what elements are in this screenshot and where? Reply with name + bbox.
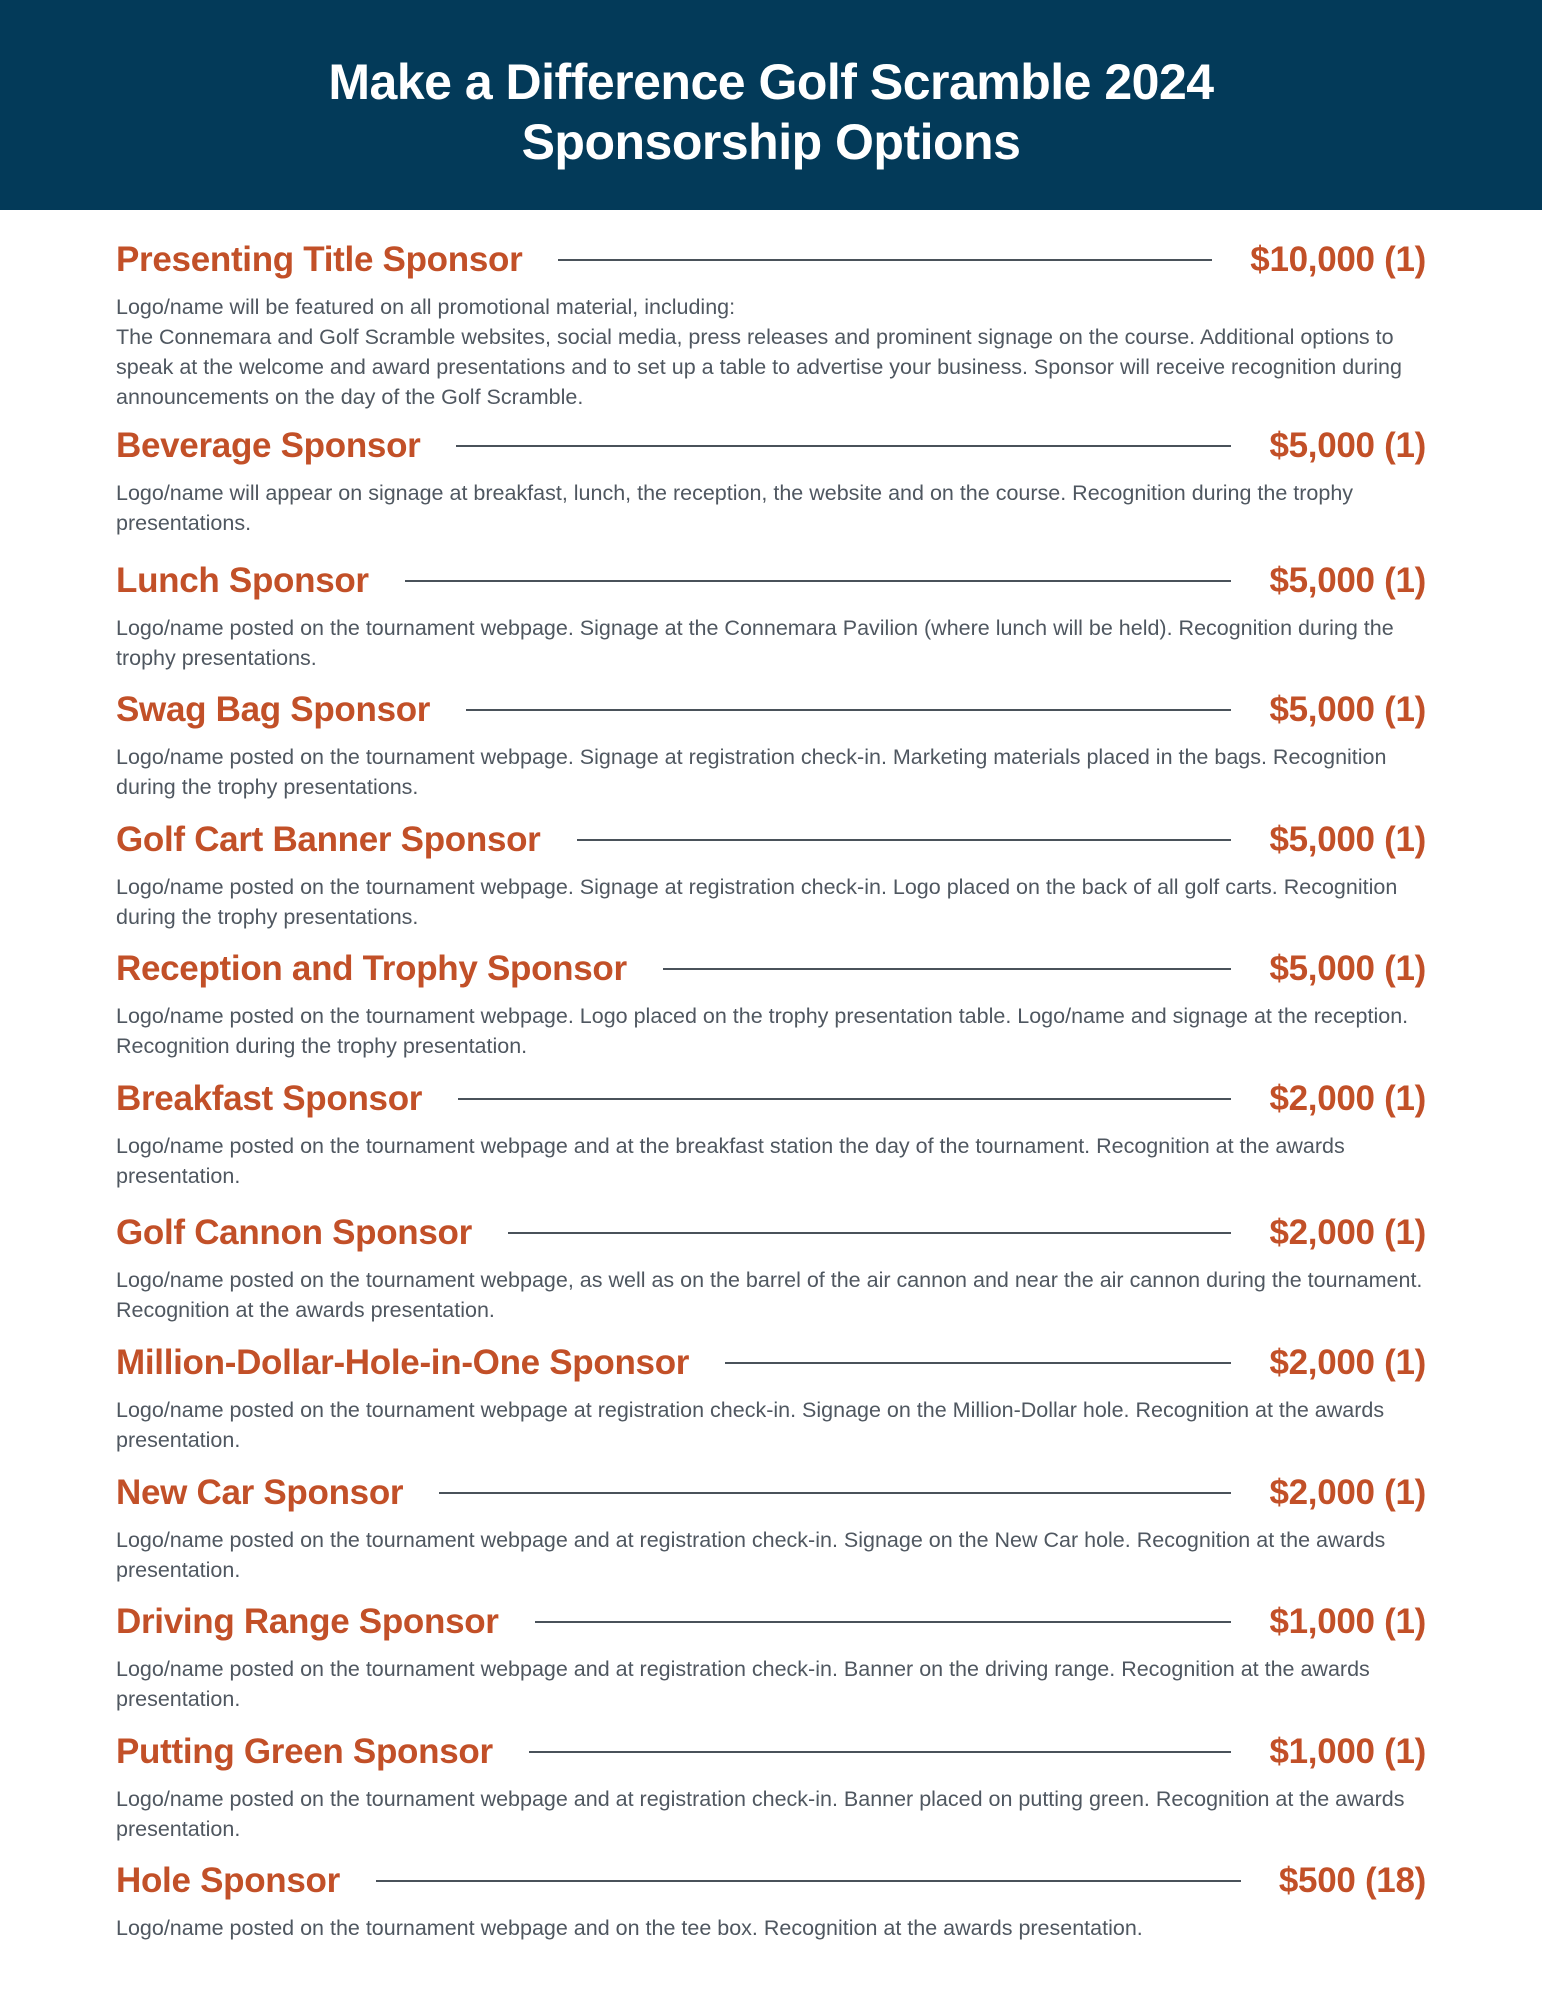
sponsor-name: New Car Sponsor	[116, 1473, 404, 1512]
divider-rule	[458, 1098, 1231, 1100]
sponsor-description: Logo/name posted on the tournament webpage. Signage at registration check-in. Logo placed on the back of all golf carts. Recognition during the trophy presentations.	[116, 875, 1398, 929]
sponsor-item-hole	[116, 1856, 1426, 1943]
sponsor-price: $2,000 (1)	[1269, 1079, 1426, 1118]
sponsor-description: Logo/name posted on the tournament webpage, as well as on the barrel of the air cannon and near the air cannon during the tournament. Recognition at the awards presentation.	[116, 1268, 1423, 1322]
sponsor-price: $2,000 (1)	[1269, 1473, 1426, 1512]
divider-rule	[577, 839, 1232, 841]
sponsor-price: $5,000 (1)	[1269, 820, 1426, 859]
sponsor-item-presenting-title	[116, 235, 1426, 412]
sponsor-description-body: The Connemara and Golf Scramble websites, social media, press releases and prominent signage on the course. Additional options to speak at the welcome and award presentations and to set up a table to advertise your business. Sponsor will receive recognition during announcements on the day of the Golf Scramble.	[116, 325, 1402, 409]
sponsor-name: Reception and Trophy Sponsor	[116, 949, 627, 988]
sponsor-name: Golf Cart Banner Sponsor	[116, 820, 541, 859]
sponsor-description: Logo/name posted on the tournament webpage and at registration check-in. Banner on the driving range. Recognition at the awards presentation.	[116, 1657, 1370, 1711]
page-subtitle: Sponsorship Options	[521, 114, 1021, 170]
divider-rule	[466, 709, 1231, 711]
sponsor-price: $500 (18)	[1278, 1861, 1426, 1900]
sponsor-description: Logo/name posted on the tournament webpage and at registration check-in. Banner placed on putting green. Recognition at the awards presentation.	[116, 1787, 1405, 1841]
divider-rule	[405, 580, 1232, 582]
sponsor-price: $5,000 (1)	[1269, 949, 1426, 988]
sponsor-item-swag-bag	[116, 685, 1426, 802]
sponsor-price: $2,000 (1)	[1269, 1343, 1426, 1382]
divider-rule	[508, 1232, 1231, 1234]
sponsor-price: $1,000 (1)	[1269, 1732, 1426, 1771]
sponsor-item-putting-green	[116, 1727, 1426, 1844]
divider-rule	[558, 259, 1212, 261]
sponsor-name: Putting Green Sponsor	[116, 1732, 493, 1771]
sponsor-name: Driving Range Sponsor	[116, 1602, 499, 1641]
sponsor-name: Million-Dollar-Hole-in-One Sponsor	[116, 1343, 690, 1382]
divider-rule	[376, 1880, 1241, 1882]
sponsor-item-new-car	[116, 1468, 1426, 1585]
sponsor-item-golf-cannon	[116, 1208, 1426, 1325]
sponsor-description	[116, 292, 1426, 412]
sponsor-item-golf-cart-banner	[116, 815, 1426, 932]
sponsor-item-breakfast	[116, 1074, 1426, 1191]
divider-rule	[725, 1362, 1231, 1364]
sponsor-description: Logo/name posted on the tournament webpage and at registration check-in. Signage on the New Car hole. Recognition at the awards presentation.	[116, 1528, 1386, 1582]
sponsor-price: $10,000 (1)	[1250, 240, 1426, 279]
sponsor-item-beverage	[116, 421, 1426, 538]
sponsor-item-reception-trophy	[116, 944, 1426, 1061]
sponsor-name: Beverage Sponsor	[116, 426, 421, 465]
sponsor-price: $1,000 (1)	[1269, 1602, 1426, 1641]
sponsor-description: Logo/name posted on the tournament webpage. Signage at the Connemara Pavilion (where lunch will be held). Recognition during the trophy presentations.	[116, 616, 1394, 670]
sponsor-description: Logo/name posted on the tournament webpage and at the breakfast station the day of the tournament. Recognition at the awards presentation.	[116, 1134, 1345, 1188]
divider-rule	[456, 445, 1231, 447]
sponsor-description: Logo/name posted on the tournament webpage. Logo placed on the trophy presentation table. Logo/name and signage at the reception. Recognition during the trophy presentation.	[116, 1004, 1409, 1058]
sponsor-description: Logo/name will appear on signage at breakfast, lunch, the reception, the website and on the course. Recognition during the trophy presentations.	[116, 481, 1354, 535]
sponsor-price: $5,000 (1)	[1269, 426, 1426, 465]
sponsor-price: $2,000 (1)	[1269, 1213, 1426, 1252]
sponsor-name: Golf Cannon Sponsor	[116, 1213, 472, 1252]
sponsor-description: Logo/name posted on the tournament webpage and on the tee box. Recognition at the awards presentation.	[116, 1916, 1143, 1940]
sponsor-description: Logo/name posted on the tournament webpage. Signage at registration check-in. Marketing materials placed in the bags. Recognition during the trophy presentations.	[116, 745, 1387, 799]
sponsor-item-lunch	[116, 556, 1426, 673]
sponsor-name: Hole Sponsor	[116, 1861, 340, 1900]
divider-rule	[535, 1621, 1232, 1623]
sponsor-name: Breakfast Sponsor	[116, 1079, 423, 1118]
sponsor-item-million-dollar-hole	[116, 1338, 1426, 1455]
divider-rule	[439, 1492, 1231, 1494]
sponsor-price: $5,000 (1)	[1269, 561, 1426, 600]
divider-rule	[663, 968, 1232, 970]
sponsor-description-intro: Logo/name will be featured on all promotional material, including:	[116, 295, 736, 319]
sponsor-name: Lunch Sponsor	[116, 561, 369, 600]
divider-rule	[529, 1751, 1232, 1753]
sponsor-price: $5,000 (1)	[1269, 690, 1426, 729]
sponsor-item-driving-range	[116, 1597, 1426, 1714]
sponsor-description: Logo/name posted on the tournament webpage at registration check-in. Signage on the Million-Dollar hole. Recognition at the awards presentation.	[116, 1398, 1385, 1452]
sponsor-name: Swag Bag Sponsor	[116, 690, 431, 729]
page-title: Make a Difference Golf Scramble 2024	[328, 54, 1214, 110]
sponsor-name: Presenting Title Sponsor	[116, 240, 523, 279]
